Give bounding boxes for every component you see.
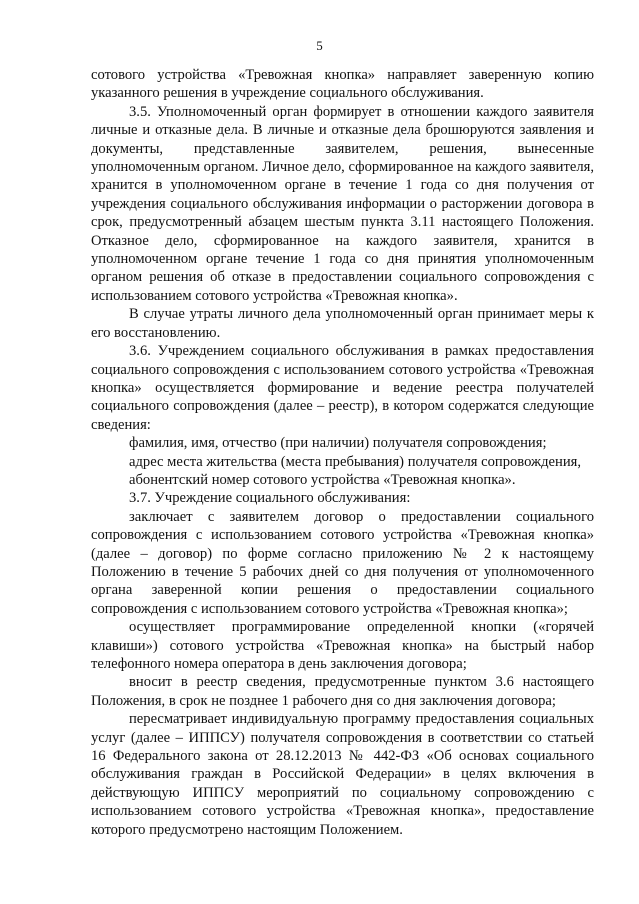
list-item: пересматривает индивидуальную программу предоставления социальных услуг (далее – ИППСУ) получателя сопровождения в соответствии со статьей 16 Федерального закона от 28.12.2013 № 442-ФЗ «Об основах социального обслуживания граждан в Российской Федерации» в целях включения в действующую ИППСУ мероприятий по социальному сопровождению с использованием сотового устройства «Тревожная кнопка», предоставление которого предусмотрено настоящим Положением.: [91, 711, 594, 838]
list-item: осуществляет программирование определенной кнопки («горячей клавиши») сотового устройства «Тревожная кнопка» на быстрый набор телефонного номера оператора в день заключения договора;: [91, 619, 594, 672]
paragraph: сотового устройства «Тревожная кнопка» направляет заверенную копию указанного решения в учреждение социального обслуживания.: [91, 67, 594, 102]
page-number: 5: [316, 38, 323, 53]
list-item: фамилия, имя, отчество (при наличии) получателя сопровождения;: [129, 435, 547, 452]
paragraph: 3.5. Уполномоченный орган формирует в отношении каждого заявителя личные и отказные дела. В личные и отказные дела брошюруются заявления и документы, представленные заявителем, решения, вынесенные уполномоченным органом. Личное дело, сформированное на каждого заявителя, хранится в уполномоченном органе в течение 1 года со дня получения от учреждения социального обслуживания информации о расторжении договора в срок, предусмотренный абзацем шестым пункта 3.11 настоящего Положения. Отказное дело, сформированное на каждого заявителя, хранится в уполномоченном органе течение 1 года со дня принятия уполномоченным органом решения об отказе в предоставлении социального сопровождения с использованием сотового устройства «Тревожная кнопка».: [91, 103, 594, 304]
paragraph: В случае утраты личного дела уполномоченный орган принимает меры к его восстановлению.: [91, 306, 594, 341]
list-item: адрес места жительства (места пребывания) получателя сопровождения,: [129, 453, 581, 470]
paragraph: 3.6. Учреждением социального обслуживания в рамках предоставления социального сопровождения с использованием сотового устройства «Тревожная кнопка» осуществляется формирование и ведение реестра получателей социального сопровождения (далее – реестр), в котором содержатся следующие сведения:: [91, 343, 594, 433]
list-item: заключает с заявителем договор о предоставлении социального сопровождения с использованием сотового устройства «Тревожная кнопка» (далее – договор) по форме согласно приложению № 2 к настоящему Положению в течение 5 рабочих дней со дня получения от уполномоченного органа заверенной копии решения о предоставлении социального сопровождения с использованием сотового устройства «Тревожная кнопка»;: [91, 508, 594, 617]
document-body: [91, 66, 594, 839]
list-item: абонентский номер сотового устройства «Тревожная кнопка».: [129, 471, 516, 488]
paragraph: 3.7. Учреждение социального обслуживания:: [129, 490, 411, 507]
list-item: вносит в реестр сведения, предусмотренные пунктом 3.6 настоящего Положения, в срок не позднее 1 рабочего дня со дня заключения договора;: [91, 674, 594, 709]
